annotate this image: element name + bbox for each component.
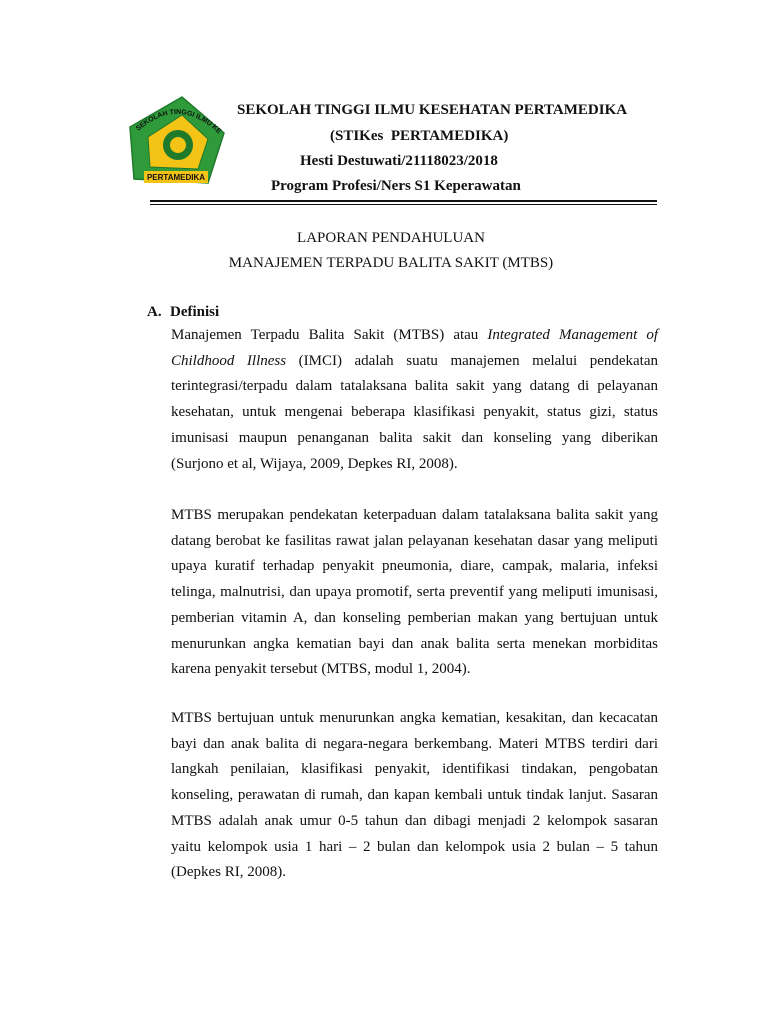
institution-logo	[120, 95, 228, 190]
logo-text-bottom: PERTAMEDIKA	[146, 173, 206, 182]
section-heading	[147, 304, 219, 321]
paragraph-text: Manajemen Terpadu Balita Sakit (MTBS) atau	[171, 327, 488, 343]
paragraph-definition-1	[171, 323, 658, 477]
logo-text-top: SEKOLAH TINGGI ILMU KE	[134, 108, 223, 136]
document-subtitle: MANAJEMEN TERPADU BALITA SAKIT (MTBS)	[228, 255, 554, 271]
institution-abbreviation: (STIKes PERTAMEDIKA)	[330, 128, 509, 144]
paragraph-italic-term: Integrated Management of Childhood Illness	[171, 327, 658, 369]
paragraph-definition-2: MTBS merupakan pendekatan keterpaduan dalam tatalaksana balita sakit yang datang berobat ke fasilitas rawat jalan pelayanan kesehatan dasar yang meliputi upaya kuratif terhadap penyakit pneumonia, diare, campak, malaria, infeksi telinga, malnutrisi, dan upaya promotif, serta preventif yang meliputi imunisasi, pemberian vitamin A, dan konseling pemberian makan yang bertujuan untuk menurunkan angka kematian bayi dan anak balita serta menekan morbiditas karena penyakit tersebut (MTBS, modul 1, 2004).	[171, 507, 658, 678]
paragraph-text: (IMCI) adalah suatu manajemen melalui pendekatan terintegrasi/terpadu dalam tatalaksana balita sakit yang datang di pelayanan kesehatan, untuk mengenai beberapa klasifikasi penyakit, status gizi, status imunisasi maupun penanganan balita sakit dan konseling yang diberikan (Surjono et al, Wijaya, 2009, Depkes RI, 2008).	[171, 352, 658, 472]
section-label: A.	[147, 304, 162, 320]
section-title: Definisi	[170, 304, 220, 320]
header-rule-thick	[150, 200, 657, 202]
program-line: Program Profesi/Ners S1 Keperawatan	[271, 178, 521, 194]
paragraph-definition-3: MTBS bertujuan untuk menurunkan angka kematian, kesakitan, dan kecacatan bayi dan anak balita di negara-negara berkembang. Materi MTBS terdiri dari langkah penilaian, klasifikasi penyakit, identifikasi tindakan, pengobatan konseling, perawatan di rumah, dan kapan kembali untuk tindak lanjut. Sasaran MTBS adalah anak umur 0-5 tahun dan dibagi menjadi 2 kelompok sasaran yaitu kelompok usia 1 hari – 2 bulan dan kelompok usia 2 bulan – 5 tahun (Depkes RI, 2008).	[171, 710, 658, 881]
document-title: LAPORAN PENDAHULUAN	[297, 230, 485, 246]
institution-name: SEKOLAH TINGGI ILMU KESEHATAN PERTAMEDIKA	[237, 102, 628, 118]
author-line: Hesti Destuwati/21118023/2018	[300, 153, 498, 169]
header-rule-thin	[150, 204, 657, 205]
logo-center-dot	[170, 137, 186, 153]
logo-emblem	[120, 95, 228, 190]
